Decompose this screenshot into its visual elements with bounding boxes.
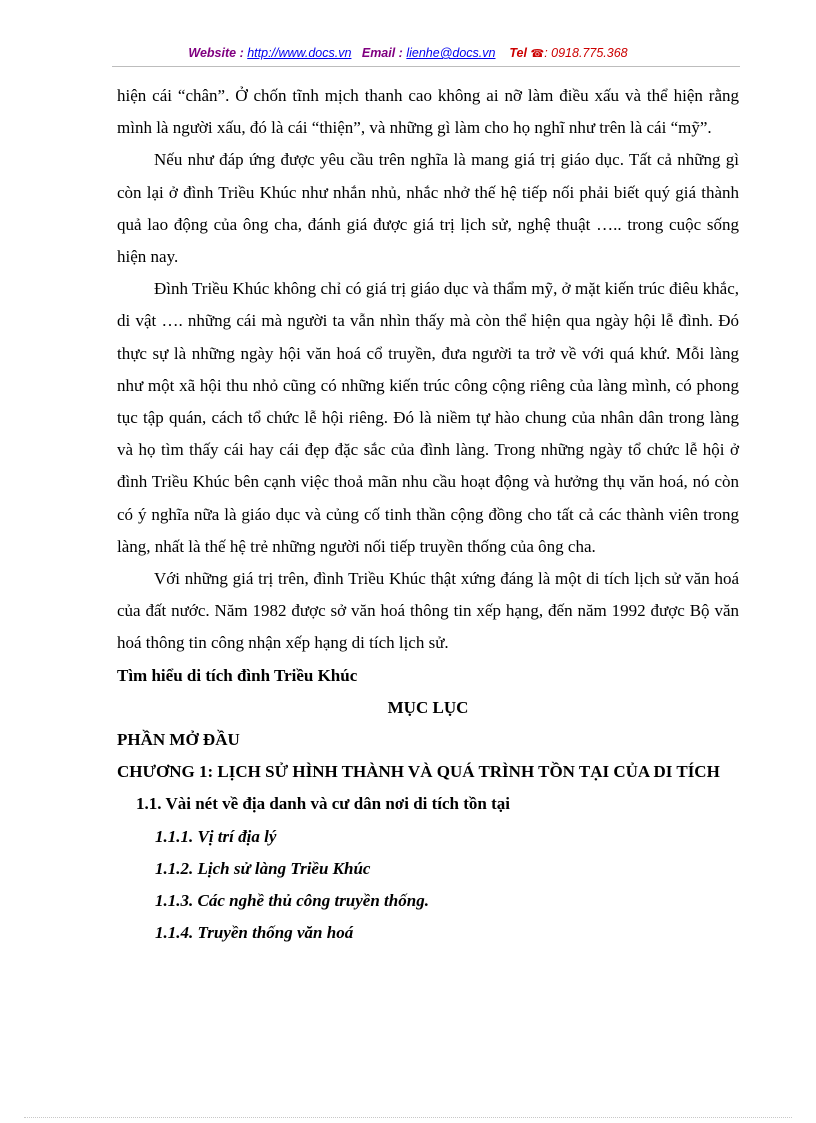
- toc-subsection: 1.1.2. Lịch sử làng Triều Khúc: [155, 858, 371, 878]
- toc-intro: PHẦN MỞ ĐẦU: [117, 730, 240, 750]
- toc-heading: MỤC LỤC: [387, 697, 469, 717]
- tel-label: Tel: [509, 46, 527, 60]
- body-paragraph: Nếu như đáp ứng được yêu cầu trên nghĩa là mang giá trị giáo dục. Tất cả những gì còn lại ở đình Triều Khúc như nhắn nhủ, nhắc nhở thế hệ tiếp nối phải biết quý giá thành quả lao động của ông cha, đánh giá được giá trị lịch sử, nghệ thuật ….. trong cuộc sống hiện nay.: [117, 150, 739, 267]
- document-body: [117, 80, 739, 949]
- phone-icon: ☎: [530, 48, 545, 60]
- body-paragraph: hiện cái “chân”. Ở chốn tĩnh mịch thanh cao không ai nỡ làm điều xấu và thể hiện rằng mình là người xấu, đó là cái “thiện”, và những gì làm cho họ nghĩ như trên là cái “mỹ”.: [117, 86, 739, 138]
- toc-subsection: 1.1.1. Vị trí địa lý: [155, 826, 277, 846]
- website-label: Website :: [188, 46, 244, 60]
- email-label: Email :: [361, 46, 403, 60]
- toc-subsection: 1.1.3. Các nghề thủ công truyền thống.: [155, 891, 429, 911]
- website-link[interactable]: http://www.docs.vn: [247, 46, 352, 60]
- tel-number: : 0918.775.368: [544, 46, 628, 60]
- toc-chapter-1: CHƯƠNG 1: LỊCH SỬ HÌNH THÀNH VÀ QUÁ TRÌNH TỒN TẠI CỦA DI TÍCH: [117, 762, 720, 782]
- email-link[interactable]: lienhe@docs.vn: [406, 46, 496, 60]
- toc-subsection: 1.1.4. Truyền thống văn hoá: [155, 923, 354, 943]
- page-bottom-border: [24, 1117, 792, 1118]
- body-paragraph: Đình Triều Khúc không chỉ có giá trị giáo dục và thẩm mỹ, ở mặt kiến trúc điêu khắc, di vật …. những cái mà người ta vẫn nhìn thấy mà còn thể hiện qua ngày hội lễ đình. Đó thực sự là những ngày hội văn hoá cổ truyền, đưa người ta trở về với quá khứ. Mỗi làng như một xã hội thu nhỏ cũng có những kiến trúc công cộng riêng của làng mình, có phong tục tập quán, cách tổ chức lễ hội riêng. Đó là niềm tự hào chung của nhân dân trong làng và họ tìm thấy cái hay cái đẹp đặc sắc của đình làng. Trong những ngày tổ chức lễ hội ở đình Triều Khúc bên cạnh việc thoả mãn nhu cầu hoạt động và hưởng thụ văn hoá, nó còn có ý nghĩa nữa là giáo dục và củng cố tinh thần cộng đồng cho tất cả các thành viên trong làng, nhất là thế hệ trẻ những người nối tiếp truyền thống của ông cha.: [117, 279, 739, 556]
- page-header: [0, 46, 816, 60]
- toc-section-1-1: 1.1. Vài nét về địa danh và cư dân nơi di tích tồn tại: [136, 794, 510, 814]
- body-paragraph: Với những giá trị trên, đình Triều Khúc thật xứng đáng là một di tích lịch sử văn hoá của đất nước. Năm 1982 được sở văn hoá thông tin xếp hạng, đến năm 1992 được Bộ văn hoá thông tin công nhận xếp hạng di tích lịch sử.: [117, 569, 739, 653]
- header-divider: [112, 66, 740, 67]
- document-title: Tìm hiểu di tích đình Triều Khúc: [117, 665, 358, 685]
